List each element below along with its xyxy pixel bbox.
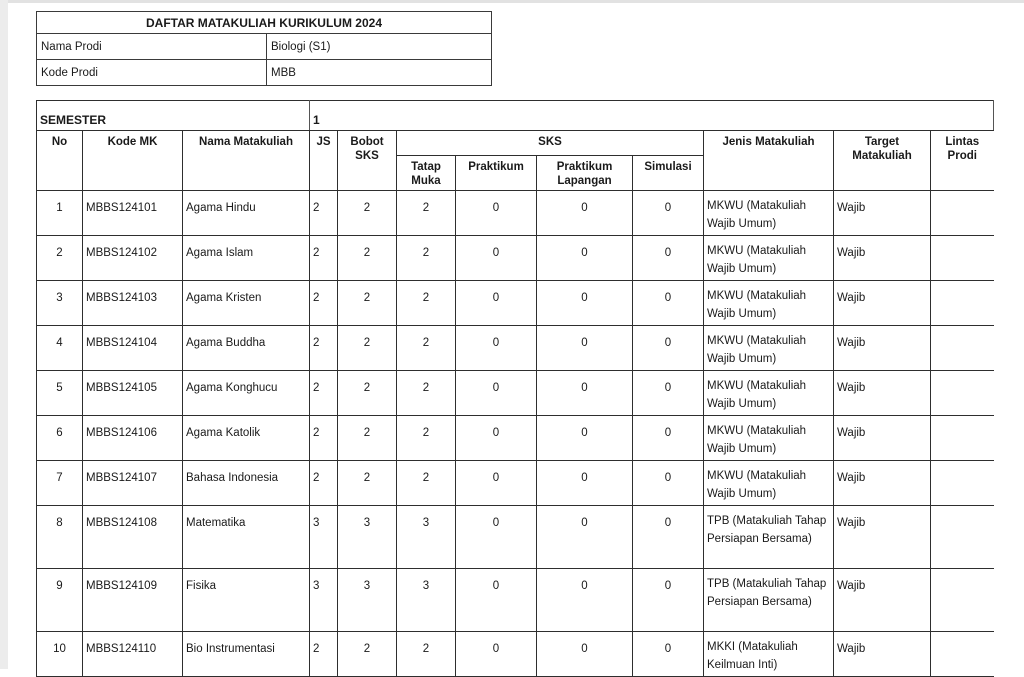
course-simulasi: 0: [633, 416, 704, 461]
course-name: Agama Islam: [183, 236, 310, 281]
course-js: 2: [310, 371, 338, 416]
course-list: [37, 191, 994, 677]
course-simulasi: 0: [633, 632, 704, 677]
header-bobot: Bobot SKS: [338, 131, 397, 191]
course-simulasi: 0: [633, 461, 704, 506]
course-code: MBBS124108: [83, 506, 183, 569]
course-no: 4: [37, 326, 83, 371]
table-row: [37, 506, 994, 569]
course-jenis: MKWU (Matakuliah Wajib Umum): [704, 281, 834, 326]
header-no: No: [37, 131, 83, 191]
course-jenis: MKWU (Matakuliah Wajib Umum): [704, 326, 834, 371]
course-no: 2: [37, 236, 83, 281]
course-jenis: MKWU (Matakuliah Wajib Umum): [704, 191, 834, 236]
table-row: [37, 461, 994, 506]
course-lintas-prodi: [931, 371, 994, 416]
course-lintas-prodi: [931, 191, 994, 236]
course-praktikum-lapangan: 0: [537, 632, 633, 677]
course-simulasi: 0: [633, 281, 704, 326]
course-js: 2: [310, 236, 338, 281]
course-praktikum-lapangan: 0: [537, 236, 633, 281]
course-bobot: 3: [338, 569, 397, 632]
course-name: Agama Konghucu: [183, 371, 310, 416]
course-lintas-prodi: [931, 569, 994, 632]
course-praktikum: 0: [456, 416, 537, 461]
table-row: [37, 236, 994, 281]
header-target: Target Matakuliah: [834, 131, 931, 191]
course-code: MBBS124106: [83, 416, 183, 461]
header-js: JS: [310, 131, 338, 191]
course-simulasi: 0: [633, 371, 704, 416]
course-praktikum-lapangan: 0: [537, 281, 633, 326]
course-no: 9: [37, 569, 83, 632]
header-tatap: Tatap Muka: [397, 156, 456, 191]
course-lintas-prodi: [931, 632, 994, 677]
course-tatap-muka: 3: [397, 506, 456, 569]
header-lapangan: Praktikum Lapangan: [537, 156, 633, 191]
document-title: DAFTAR MATAKULIAH KURIKULUM 2024: [37, 12, 492, 34]
course-praktikum: 0: [456, 281, 537, 326]
course-jenis: TPB (Matakuliah Tahap Persiapan Bersama): [704, 506, 834, 569]
course-code: MBBS124107: [83, 461, 183, 506]
course-praktikum-lapangan: 0: [537, 191, 633, 236]
table-row: [37, 416, 994, 461]
course-bobot: 2: [338, 632, 397, 677]
course-code: MBBS124110: [83, 632, 183, 677]
course-tatap-muka: 2: [397, 236, 456, 281]
program-code-row: [37, 60, 492, 86]
course-js: 2: [310, 191, 338, 236]
course-lintas-prodi: [931, 506, 994, 569]
table-row: [37, 191, 994, 236]
header-sks: SKS: [397, 131, 704, 156]
course-jenis: MKKI (Matakuliah Keilmuan Inti): [704, 632, 834, 677]
course-praktikum-lapangan: 0: [537, 371, 633, 416]
course-name: Agama Kristen: [183, 281, 310, 326]
table-row: [37, 281, 994, 326]
course-js: 2: [310, 326, 338, 371]
course-praktikum-lapangan: 0: [537, 569, 633, 632]
course-praktikum: 0: [456, 632, 537, 677]
course-praktikum-lapangan: 0: [537, 326, 633, 371]
course-code: MBBS124102: [83, 236, 183, 281]
course-code: MBBS124101: [83, 191, 183, 236]
page-left-edge: [0, 0, 8, 669]
course-bobot: 3: [338, 506, 397, 569]
course-jenis: MKWU (Matakuliah Wajib Umum): [704, 236, 834, 281]
course-no: 3: [37, 281, 83, 326]
course-tatap-muka: 2: [397, 461, 456, 506]
course-praktikum: 0: [456, 506, 537, 569]
course-bobot: 2: [338, 281, 397, 326]
course-js: 3: [310, 569, 338, 632]
course-code: MBBS124109: [83, 569, 183, 632]
header-nama: Nama Matakuliah: [183, 131, 310, 191]
course-simulasi: 0: [633, 569, 704, 632]
program-name-value: Biologi (S1): [267, 34, 492, 60]
course-js: 2: [310, 281, 338, 326]
header-kode: Kode MK: [83, 131, 183, 191]
program-code-label: Kode Prodi: [37, 60, 267, 86]
course-no: 7: [37, 461, 83, 506]
course-target: Wajib: [834, 326, 931, 371]
course-no: 10: [37, 632, 83, 677]
course-code: MBBS124105: [83, 371, 183, 416]
course-name: Fisika: [183, 569, 310, 632]
semester-label: SEMESTER: [37, 101, 310, 131]
program-code-value: MBB: [267, 60, 492, 86]
course-jenis: MKWU (Matakuliah Wajib Umum): [704, 416, 834, 461]
semester-row: [37, 101, 994, 131]
course-js: 2: [310, 461, 338, 506]
course-code: MBBS124103: [83, 281, 183, 326]
course-tatap-muka: 2: [397, 371, 456, 416]
course-name: Agama Buddha: [183, 326, 310, 371]
course-praktikum: 0: [456, 371, 537, 416]
course-bobot: 2: [338, 326, 397, 371]
course-name: Agama Katolik: [183, 416, 310, 461]
course-simulasi: 0: [633, 191, 704, 236]
course-table: [36, 100, 994, 677]
course-target: Wajib: [834, 191, 931, 236]
course-praktikum: 0: [456, 461, 537, 506]
program-name-row: [37, 34, 492, 60]
course-bobot: 2: [338, 416, 397, 461]
course-no: 8: [37, 506, 83, 569]
course-name: Matematika: [183, 506, 310, 569]
course-no: 5: [37, 371, 83, 416]
table-row: [37, 371, 994, 416]
course-jenis: MKWU (Matakuliah Wajib Umum): [704, 371, 834, 416]
course-tatap-muka: 2: [397, 191, 456, 236]
course-target: Wajib: [834, 632, 931, 677]
course-js: 2: [310, 416, 338, 461]
course-praktikum-lapangan: 0: [537, 461, 633, 506]
course-bobot: 2: [338, 461, 397, 506]
course-code: MBBS124104: [83, 326, 183, 371]
course-bobot: 2: [338, 191, 397, 236]
program-info-table: [36, 11, 492, 86]
course-praktikum: 0: [456, 326, 537, 371]
course-simulasi: 0: [633, 326, 704, 371]
course-js: 3: [310, 506, 338, 569]
course-bobot: 2: [338, 371, 397, 416]
course-name: Bahasa Indonesia: [183, 461, 310, 506]
program-name-label: Nama Prodi: [37, 34, 267, 60]
course-target: Wajib: [834, 371, 931, 416]
course-praktikum-lapangan: 0: [537, 416, 633, 461]
course-jenis: TPB (Matakuliah Tahap Persiapan Bersama): [704, 569, 834, 632]
course-praktikum-lapangan: 0: [537, 506, 633, 569]
course-target: Wajib: [834, 416, 931, 461]
course-tatap-muka: 2: [397, 326, 456, 371]
course-lintas-prodi: [931, 281, 994, 326]
header-praktikum: Praktikum: [456, 156, 537, 191]
course-praktikum: 0: [456, 191, 537, 236]
header-jenis: Jenis Matakuliah: [704, 131, 834, 191]
course-lintas-prodi: [931, 416, 994, 461]
course-target: Wajib: [834, 569, 931, 632]
table-row: [37, 632, 994, 677]
course-tatap-muka: 2: [397, 632, 456, 677]
course-jenis: MKWU (Matakuliah Wajib Umum): [704, 461, 834, 506]
course-target: Wajib: [834, 281, 931, 326]
course-bobot: 2: [338, 236, 397, 281]
course-tatap-muka: 3: [397, 569, 456, 632]
course-simulasi: 0: [633, 506, 704, 569]
course-lintas-prodi: [931, 236, 994, 281]
course-lintas-prodi: [931, 326, 994, 371]
header-lintas: Lintas Prodi: [931, 131, 994, 191]
table-row: [37, 326, 994, 371]
header-row-1: [37, 131, 994, 156]
course-target: Wajib: [834, 506, 931, 569]
course-tatap-muka: 2: [397, 281, 456, 326]
course-name: Agama Hindu: [183, 191, 310, 236]
course-name: Bio Instrumentasi: [183, 632, 310, 677]
course-simulasi: 0: [633, 236, 704, 281]
course-target: Wajib: [834, 236, 931, 281]
course-tatap-muka: 2: [397, 416, 456, 461]
course-no: 1: [37, 191, 83, 236]
course-no: 6: [37, 416, 83, 461]
course-target: Wajib: [834, 461, 931, 506]
semester-value: 1: [310, 101, 994, 131]
course-praktikum: 0: [456, 236, 537, 281]
header-simulasi: Simulasi: [633, 156, 704, 191]
course-js: 2: [310, 632, 338, 677]
page-top-edge: [0, 0, 1024, 3]
table-row: [37, 569, 994, 632]
course-praktikum: 0: [456, 569, 537, 632]
course-lintas-prodi: [931, 461, 994, 506]
